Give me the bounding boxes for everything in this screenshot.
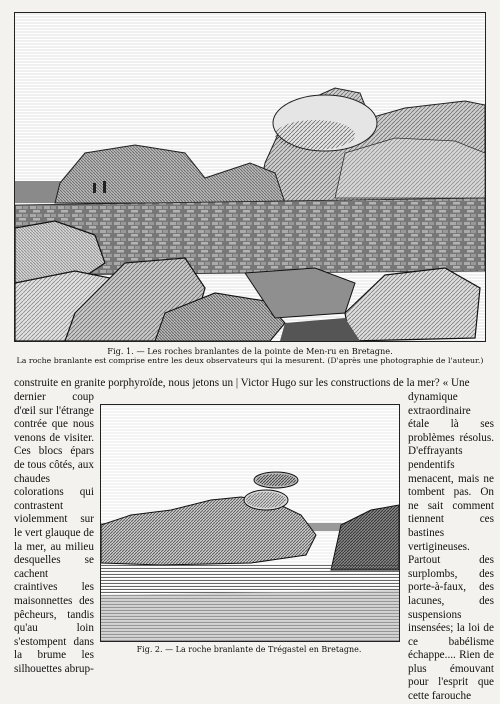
body-text-right-column: dynamique extraordinaire étale là ses problèmes résolus. D'effrayants pendentifs menacent, mais ne tombent pas. On ne sait comment tiennent ces bastines vertigineuses. Partout des surplombs, des porte-à-faux, des lacunes, des suspensions insensées; la loi de ce babélisme échappe.... Rien de plus émouvant pour l'esprit que cette farouche (408, 391, 494, 703)
figure-1-caption (14, 346, 486, 366)
body-text-left-column: dernier coup d'œil sur l'étrange contrée que nous venons de visiter. Ces blocs épars de tous côtés, aux chaudes colorations qui contrastent violemment sur le vert glauque de la mer, au milieu desquelles se cachent craintives les maisonnettes des pêcheurs, tandis qu'au loin s'estompent dans la brume les silhouettes abrup- (14, 391, 94, 675)
figure-1-caption-line-1: Fig. 1. — Les roches branlantes de la pointe de Men-ru en Bretagne. (107, 346, 393, 356)
figure-1-caption-line-2: La roche branlante est comprise entre les deux observateurs qui la mesurent. (D'après une photographie de l'auteur.) (16, 356, 484, 365)
figure-2-caption: Fig. 2. — La roche branlante de Trégastel en Bretagne. (136, 645, 362, 654)
body-text-top-line: construite en granite porphyroïde, nous jetons un | Victor Hugo sur les constructions de la mer? « Une (14, 377, 470, 389)
figure-2-illustration (100, 404, 400, 642)
figure-1-illustration (14, 12, 486, 342)
